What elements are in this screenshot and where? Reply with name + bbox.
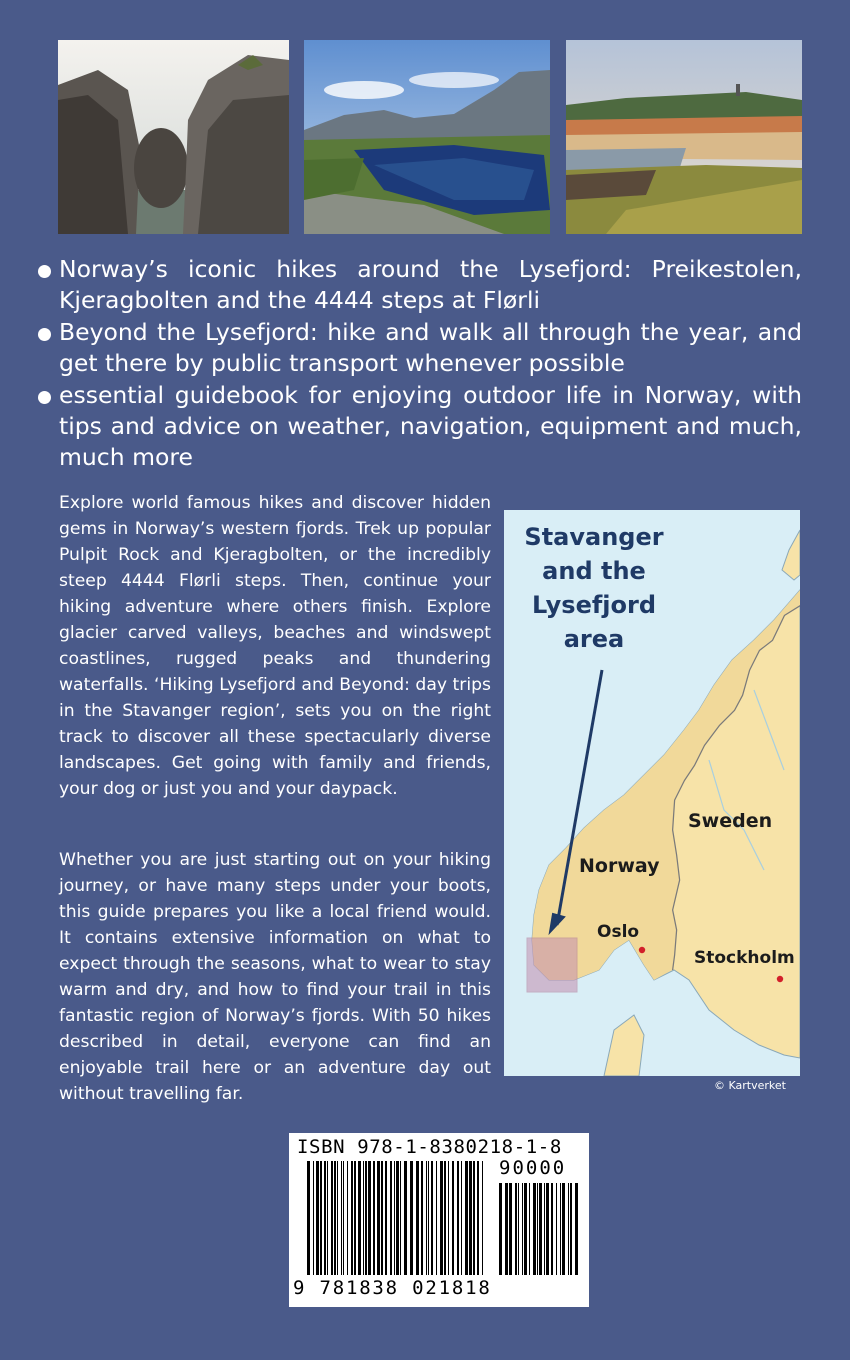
- bullet-item: Norway’s iconic hikes around the Lysefjord: Preikestolen, Kjeragbolten and the 4444 steps at Flørli: [36, 254, 802, 316]
- map-title: Stavanger and the Lysefjord area: [524, 523, 664, 653]
- bullet-item: Beyond the Lysefjord: hike and walk all through the year, and get there by public transport whenever possible: [36, 317, 802, 379]
- ean-digits: 9 781838 021818: [293, 1277, 492, 1299]
- map-credit: © Kartverket: [714, 1079, 786, 1092]
- isbn-number: ISBN 978-1-8380218-1-8: [297, 1136, 562, 1158]
- feature-bullet-list: [36, 254, 802, 474]
- bullet-dot-icon: [38, 265, 51, 278]
- map-label-oslo: Oslo: [597, 922, 640, 942]
- map-label-norway: Norway: [579, 855, 660, 877]
- description-paragraph: Whether you are just starting out on your hiking journey, or have many steps under your boots, this guide prepares you like a local friend would. It contains extensive information on what to expect through the seasons, what to wear to stay warm and dry, and how to find your trail in this fantastic region of Norway’s fjords. With 50 hikes described in detail, everyone can find an enjoyable trail here or an adventure day out without travelling far.: [59, 850, 491, 1104]
- price-code: 90000: [499, 1157, 567, 1179]
- bullet-dot-icon: [38, 391, 51, 404]
- photo-kjeragbolten: [58, 40, 289, 234]
- region-map: [504, 510, 800, 1076]
- photo-lake-landscape: [304, 40, 550, 234]
- map-label-sweden: Sweden: [688, 810, 773, 832]
- bullet-dot-icon: [38, 328, 51, 341]
- isbn-barcode: [289, 1133, 589, 1307]
- photo-coastline: [566, 40, 802, 234]
- map-label-stockholm: Stockholm: [694, 948, 795, 968]
- description-paragraph: Explore world famous hikes and discover hidden gems in Norway’s western fjords. Trek up popular Pulpit Rock and Kjeragbolten, or the incredibly steep 4444 Flørli steps. Then, continue your hiking adventure where others finish. Explore glacier carved valleys, beaches and windswept coastlines, rugged peaks and thundering waterfalls. ‘Hiking Lysefjord and Beyond: day trips in the Stavanger region’, sets you on the right track to discover all these spectacularly diverse landscapes. Get going with family and friends, your dog or just you and your daypack.: [59, 493, 491, 799]
- bullet-item: essential guidebook for enjoying outdoor life in Norway, with tips and advice on weather, navigation, equipment and much, much more: [36, 380, 802, 473]
